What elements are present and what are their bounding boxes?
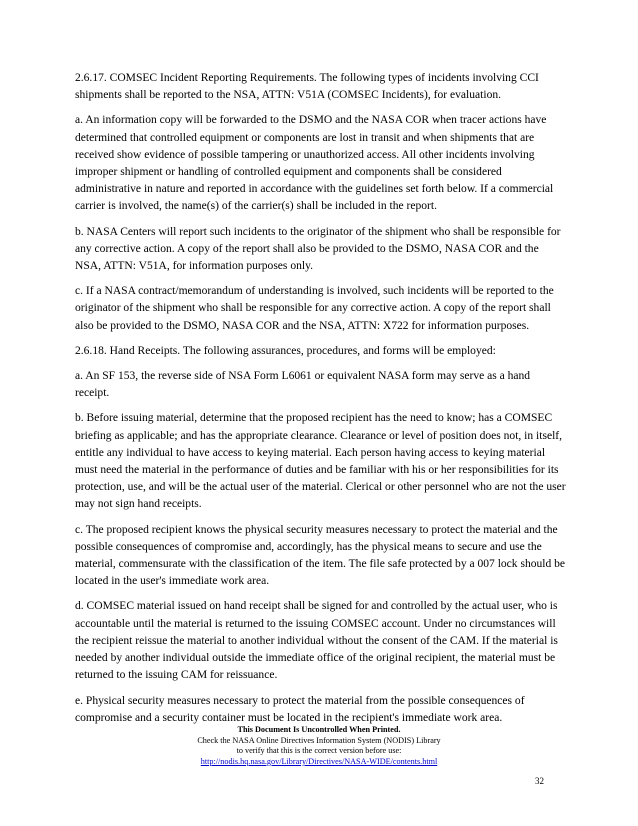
paragraph-2-6-18-d: d. COMSEC material issued on hand receipt shall be signed for and controlled by the actual user, who is accountable until the material is returned to the issuing COMSEC account. Under no circumstances will the recipient reissue the material to another individual without the consent of the CAM. If the material is needed by another individual outside the immediate office of the original recipient, the material must be returned to the issuing CAM for reissuance. xyxy=(75,600,558,682)
paragraph-2-6-17-b: b. NASA Centers will report such incidents to the originator of the shipment who shall be responsible for any corrective action. A copy of the report shall also be provided to the DSMO, NASA COR and the NSA, ATTN: V51A, for information purposes only. xyxy=(75,225,561,273)
paragraph-2-6-18-e: e. Physical security measures necessary to protect the material from the possible consequences of compromise and a security container must be located in the recipient's immediate work area. xyxy=(75,694,525,724)
paragraph-2-6-17: 2.6.17. COMSEC Incident Reporting Requirements. The following types of incidents involving CCI shipments shall be reported to the NSA, ATTN: V51A (COMSEC Incidents), for evaluation. xyxy=(75,72,539,102)
paragraph-2-6-18-b: b. Before issuing material, determine that the proposed recipient has the need to know; has a COMSEC briefing as applicable; and has the appropriate clearance. Clearance or level of position does not, in itself, entitle any individual to have access to keying material. Each person having access to keying material must need the material in the performance of duties and be familiar with his or her responsibilities for its protection, use, and will be the actual user of the material. Clerical or other personnel who are not the user may not sign hand receipts. xyxy=(75,412,566,511)
footer-verify-version: to verify that this is the correct version before use: xyxy=(236,746,402,756)
paragraph-2-6-17-a: a. An information copy will be forwarded to the DSMO and the NASA COR when tracer actions have determined that controlled equipment or components are lost in transit and when shipments that are received show evidence of possible tampering or unauthorized access. All other incidents involving improper shipment or handling of controlled equipment and components shall be considered administrative in nature and reported in accordance with the guidelines set forth below. If a commercial carrier is involved, the name(s) of the carrier(s) shall be included in the report. xyxy=(75,114,554,213)
paragraph-2-6-18-c: c. The proposed recipient knows the physical security measures necessary to protect the material and the possible consequences of compromise and, accordingly, has the physical means to secure and use the material, commensurate with the classification of the item. The file safe protected by a 007 lock should be located in the user's immediate work area. xyxy=(75,523,566,588)
footer-nodis-check: Check the NASA Online Directives Information System (NODIS) Library xyxy=(197,735,441,745)
page-footer xyxy=(0,725,638,767)
footer-uncontrolled-notice: This Document Is Uncontrolled When Printed. xyxy=(237,725,401,734)
footer-nodis-link[interactable]: http://nodis.hq.nasa.gov/Library/Directives/NASA-WIDE/contents.html xyxy=(200,756,438,766)
document-body xyxy=(75,70,567,735)
paragraph-2-6-18-a: a. An SF 153, the reverse side of NSA Form L6061 or equivalent NASA form may serve as a hand receipt. xyxy=(75,370,531,400)
paragraph-2-6-18: 2.6.18. Hand Receipts. The following assurances, procedures, and forms will be employed: xyxy=(75,344,496,357)
page-number: 32 xyxy=(535,776,544,786)
paragraph-2-6-17-c: c. If a NASA contract/memorandum of understanding is involved, such incidents will be reported to the originator of the shipment who shall be responsible for any corrective action. A copy of the report shall also be provided to the DSMO, NASA COR and the NSA, ATTN: X722 for information purposes. xyxy=(75,285,554,332)
